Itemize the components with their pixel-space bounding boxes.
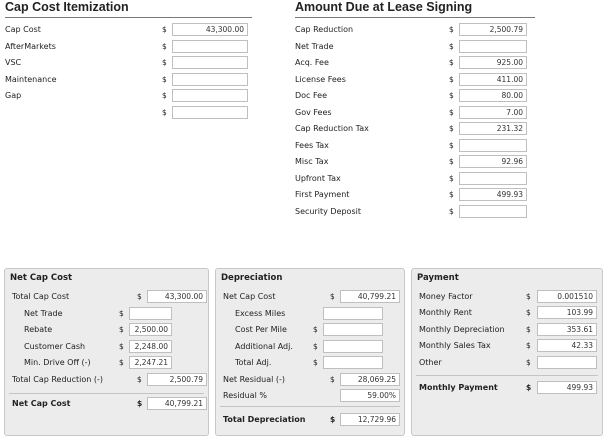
net-cap-cost-total-label: Net Cap Cost bbox=[12, 399, 71, 408]
depreciation-row-cost-per-mile bbox=[223, 322, 403, 337]
cap-cost-label: Gap bbox=[5, 91, 22, 100]
amount-due-label: First Payment bbox=[295, 190, 350, 199]
currency-symbol: $ bbox=[162, 91, 167, 100]
net-cap-cost-separator bbox=[9, 393, 204, 394]
depreciation-residual-field[interactable] bbox=[340, 389, 400, 402]
cap-cost-row-aftermarkets bbox=[5, 39, 250, 54]
cap-cost-row-maintenance bbox=[5, 72, 250, 87]
currency-symbol: $ bbox=[526, 341, 531, 351]
amount-due-label: License Fees bbox=[295, 74, 346, 84]
depreciation-row-excess-miles bbox=[223, 306, 403, 321]
payment-label: Other bbox=[419, 357, 442, 367]
cap-cost-aftermarkets-field[interactable] bbox=[172, 40, 248, 53]
depreciation-label: Residual % bbox=[223, 391, 267, 400]
payment-label: Money Factor bbox=[419, 292, 473, 301]
amount-due-row-net-trade bbox=[295, 39, 535, 54]
depreciation-label: Cost Per Mile bbox=[235, 325, 287, 334]
currency-symbol: $ bbox=[449, 91, 454, 100]
currency-symbol: $ bbox=[526, 383, 532, 392]
depreciation-cost-per-mile-field[interactable] bbox=[323, 323, 383, 336]
depreciation-label: Additional Adj. bbox=[235, 341, 293, 351]
net-cap-cost-row-net-trade bbox=[12, 306, 207, 321]
currency-symbol: $ bbox=[449, 173, 454, 183]
amount-due-label: Upfront Tax bbox=[295, 173, 341, 183]
cap-cost-vsc-field[interactable] bbox=[172, 56, 248, 69]
amount-due-rule bbox=[295, 17, 535, 18]
cap-cost-row-gap bbox=[5, 88, 250, 103]
net-cap-cost-min-drive-off-field[interactable] bbox=[129, 356, 172, 369]
cap-cost-label: Cap Cost bbox=[5, 25, 41, 34]
amount-due-row-upfront-tax bbox=[295, 171, 535, 186]
cap-cost-itemization-rule bbox=[5, 17, 252, 18]
amount-due-security-deposit-field[interactable] bbox=[459, 205, 527, 218]
net-cap-cost-label: Customer Cash bbox=[24, 341, 86, 351]
amount-due-cap-reduction-field[interactable] bbox=[459, 23, 527, 36]
payment-row-monthly-rent bbox=[419, 305, 601, 320]
currency-symbol: $ bbox=[449, 206, 454, 216]
currency-symbol: $ bbox=[137, 399, 143, 408]
currency-symbol: $ bbox=[162, 25, 167, 34]
net-cap-cost-row-rebate bbox=[12, 322, 207, 337]
payment-separator bbox=[416, 375, 598, 376]
currency-symbol: $ bbox=[526, 324, 531, 334]
cap-cost-itemization-title: Cap Cost Itemization bbox=[5, 0, 129, 14]
net-cap-cost-title: Net Cap Cost bbox=[10, 273, 73, 283]
depreciation-row-net-cap-cost bbox=[223, 289, 403, 304]
amount-due-label: Cap Reduction Tax bbox=[295, 124, 369, 133]
amount-due-row-cap-reduction-tax bbox=[295, 121, 535, 136]
amount-due-cap-reduction-tax-field[interactable] bbox=[459, 122, 527, 135]
currency-symbol: $ bbox=[526, 308, 531, 318]
cap-cost-blank-field[interactable] bbox=[172, 106, 248, 119]
amount-due-row-cap-reduction bbox=[295, 22, 535, 37]
depreciation-row-additional-adj bbox=[223, 339, 403, 354]
depreciation-total-row bbox=[223, 412, 403, 427]
amount-due-net-trade-field[interactable] bbox=[459, 40, 527, 53]
currency-symbol: $ bbox=[330, 415, 336, 424]
amount-due-label: Cap Reduction bbox=[295, 25, 354, 34]
net-cap-cost-customer-cash-field[interactable] bbox=[129, 340, 172, 353]
net-cap-cost-row-total-cap-cost bbox=[12, 289, 207, 304]
depreciation-panel bbox=[215, 268, 405, 436]
net-cap-cost-row-customer-cash bbox=[12, 339, 207, 354]
amount-due-label: Gov Fees bbox=[295, 107, 332, 117]
depreciation-separator bbox=[220, 406, 400, 407]
depreciation-row-total-adj bbox=[223, 355, 403, 370]
depreciation-net-residual-field[interactable] bbox=[340, 373, 400, 386]
depreciation-label: Net Cap Cost bbox=[223, 292, 276, 301]
amount-due-doc-fee-field[interactable] bbox=[459, 89, 527, 102]
currency-symbol: $ bbox=[330, 374, 335, 384]
net-cap-cost-total-field[interactable] bbox=[147, 397, 207, 410]
currency-symbol: $ bbox=[162, 74, 167, 84]
payment-label: Monthly Sales Tax bbox=[419, 341, 491, 351]
net-cap-cost-total-cap-cost-field[interactable] bbox=[147, 290, 207, 303]
currency-symbol: $ bbox=[313, 325, 318, 334]
amount-due-label: Doc Fee bbox=[295, 91, 328, 100]
depreciation-excess-miles-field[interactable] bbox=[323, 307, 383, 320]
amount-due-row-acq-fee bbox=[295, 55, 535, 70]
currency-symbol: $ bbox=[449, 74, 454, 84]
currency-symbol: $ bbox=[119, 341, 124, 351]
payment-monthly-rent-field[interactable] bbox=[537, 306, 597, 319]
amount-due-row-doc-fee bbox=[295, 88, 535, 103]
cap-cost-gap-field[interactable] bbox=[172, 89, 248, 102]
net-cap-cost-row-min-drive-off bbox=[12, 355, 207, 370]
payment-row-monthly-sales-tax bbox=[419, 338, 601, 353]
amount-due-label: Fees Tax bbox=[295, 140, 329, 150]
depreciation-row-net-residual bbox=[223, 372, 403, 387]
cap-cost-row-vsc bbox=[5, 55, 250, 70]
amount-due-row-gov-fees bbox=[295, 105, 535, 120]
amount-due-misc-tax-field[interactable] bbox=[459, 155, 527, 168]
payment-row-money-factor bbox=[419, 289, 601, 304]
depreciation-additional-adj-field[interactable] bbox=[323, 340, 383, 353]
payment-panel bbox=[411, 268, 603, 436]
amount-due-gov-fees-field[interactable] bbox=[459, 106, 527, 119]
net-cap-cost-row-total-cap-reduction bbox=[12, 372, 207, 387]
currency-symbol: $ bbox=[137, 375, 142, 384]
currency-symbol: $ bbox=[162, 107, 167, 117]
net-cap-cost-rebate-field[interactable] bbox=[129, 323, 172, 336]
currency-symbol: $ bbox=[449, 41, 454, 51]
payment-label: Monthly Rent bbox=[419, 308, 472, 318]
amount-due-row-fees-tax bbox=[295, 138, 535, 153]
amount-due-first-payment-field[interactable] bbox=[459, 188, 527, 201]
cap-cost-cap-cost-field[interactable] bbox=[172, 23, 248, 36]
currency-symbol: $ bbox=[449, 190, 454, 199]
depreciation-total-label: Total Depreciation bbox=[223, 415, 306, 424]
monthly-payment-label: Monthly Payment bbox=[419, 383, 498, 392]
currency-symbol: $ bbox=[119, 308, 124, 318]
payment-money-factor-field[interactable] bbox=[537, 290, 597, 303]
currency-symbol: $ bbox=[449, 58, 454, 67]
amount-due-fees-tax-field[interactable] bbox=[459, 139, 527, 152]
depreciation-label: Net Residual (-) bbox=[223, 374, 286, 384]
currency-symbol: $ bbox=[449, 107, 454, 117]
depreciation-row-residual bbox=[223, 388, 403, 403]
amount-due-row-first-payment bbox=[295, 187, 535, 202]
currency-symbol: $ bbox=[119, 358, 124, 368]
currency-symbol: $ bbox=[162, 41, 167, 51]
amount-due-row-license-fees bbox=[295, 72, 535, 87]
payment-row-other bbox=[419, 355, 601, 370]
cap-cost-label: VSC bbox=[5, 58, 22, 67]
net-cap-cost-total-cap-reduction-field[interactable] bbox=[147, 373, 207, 386]
payment-label: Monthly Depreciation bbox=[419, 324, 505, 334]
cap-cost-maintenance-field[interactable] bbox=[172, 73, 248, 86]
payment-monthly-depreciation-field[interactable] bbox=[537, 323, 597, 336]
currency-symbol: $ bbox=[137, 292, 142, 301]
net-cap-cost-total-row bbox=[12, 396, 207, 411]
amount-due-label: Net Trade bbox=[295, 41, 334, 51]
depreciation-total-adj-field[interactable] bbox=[323, 356, 383, 369]
payment-other-field[interactable] bbox=[537, 356, 597, 369]
amount-due-license-fees-field[interactable] bbox=[459, 73, 527, 86]
net-cap-cost-label: Total Cap Reduction (-) bbox=[12, 375, 103, 384]
net-cap-cost-label: Rebate bbox=[24, 325, 53, 335]
currency-symbol: $ bbox=[449, 124, 454, 133]
currency-symbol: $ bbox=[162, 58, 167, 67]
currency-symbol: $ bbox=[526, 357, 531, 367]
cap-cost-label: AfterMarkets bbox=[5, 41, 56, 51]
net-cap-cost-panel bbox=[4, 268, 209, 436]
amount-due-label: Misc Tax bbox=[295, 157, 329, 166]
depreciation-net-cap-cost-field[interactable] bbox=[340, 290, 400, 303]
depreciation-title: Depreciation bbox=[221, 273, 283, 283]
amount-due-upfront-tax-field[interactable] bbox=[459, 172, 527, 185]
cap-cost-row-blank bbox=[5, 105, 250, 120]
amount-due-row-security-deposit bbox=[295, 204, 535, 219]
currency-symbol: $ bbox=[330, 292, 335, 301]
amount-due-label: Security Deposit bbox=[295, 206, 361, 216]
currency-symbol: $ bbox=[313, 358, 318, 367]
total-depreciation-field[interactable] bbox=[340, 413, 400, 426]
currency-symbol: $ bbox=[119, 325, 124, 335]
net-cap-cost-label: Min. Drive Off (-) bbox=[24, 358, 91, 368]
currency-symbol: $ bbox=[449, 157, 454, 166]
amount-due-label: Acq. Fee bbox=[295, 58, 329, 67]
amount-due-acq-fee-field[interactable] bbox=[459, 56, 527, 69]
monthly-payment-row bbox=[419, 380, 601, 395]
payment-title: Payment bbox=[417, 273, 459, 283]
payment-row-monthly-depreciation bbox=[419, 322, 601, 337]
cap-cost-row-cap-cost bbox=[5, 22, 250, 37]
net-cap-cost-label: Net Trade bbox=[24, 308, 63, 318]
amount-due-row-misc-tax bbox=[295, 154, 535, 169]
currency-symbol: $ bbox=[526, 292, 531, 301]
depreciation-label: Excess Miles bbox=[235, 308, 286, 318]
depreciation-label: Total Adj. bbox=[235, 358, 272, 367]
payment-monthly-sales-tax-field[interactable] bbox=[537, 339, 597, 352]
currency-symbol: $ bbox=[313, 341, 318, 351]
currency-symbol: $ bbox=[449, 140, 454, 150]
currency-symbol: $ bbox=[449, 25, 454, 34]
cap-cost-label: Maintenance bbox=[5, 74, 57, 84]
amount-due-title: Amount Due at Lease Signing bbox=[295, 0, 473, 14]
monthly-payment-field[interactable] bbox=[537, 381, 597, 394]
net-cap-cost-label: Total Cap Cost bbox=[12, 292, 70, 301]
net-cap-cost-net-trade-field[interactable] bbox=[129, 307, 172, 320]
